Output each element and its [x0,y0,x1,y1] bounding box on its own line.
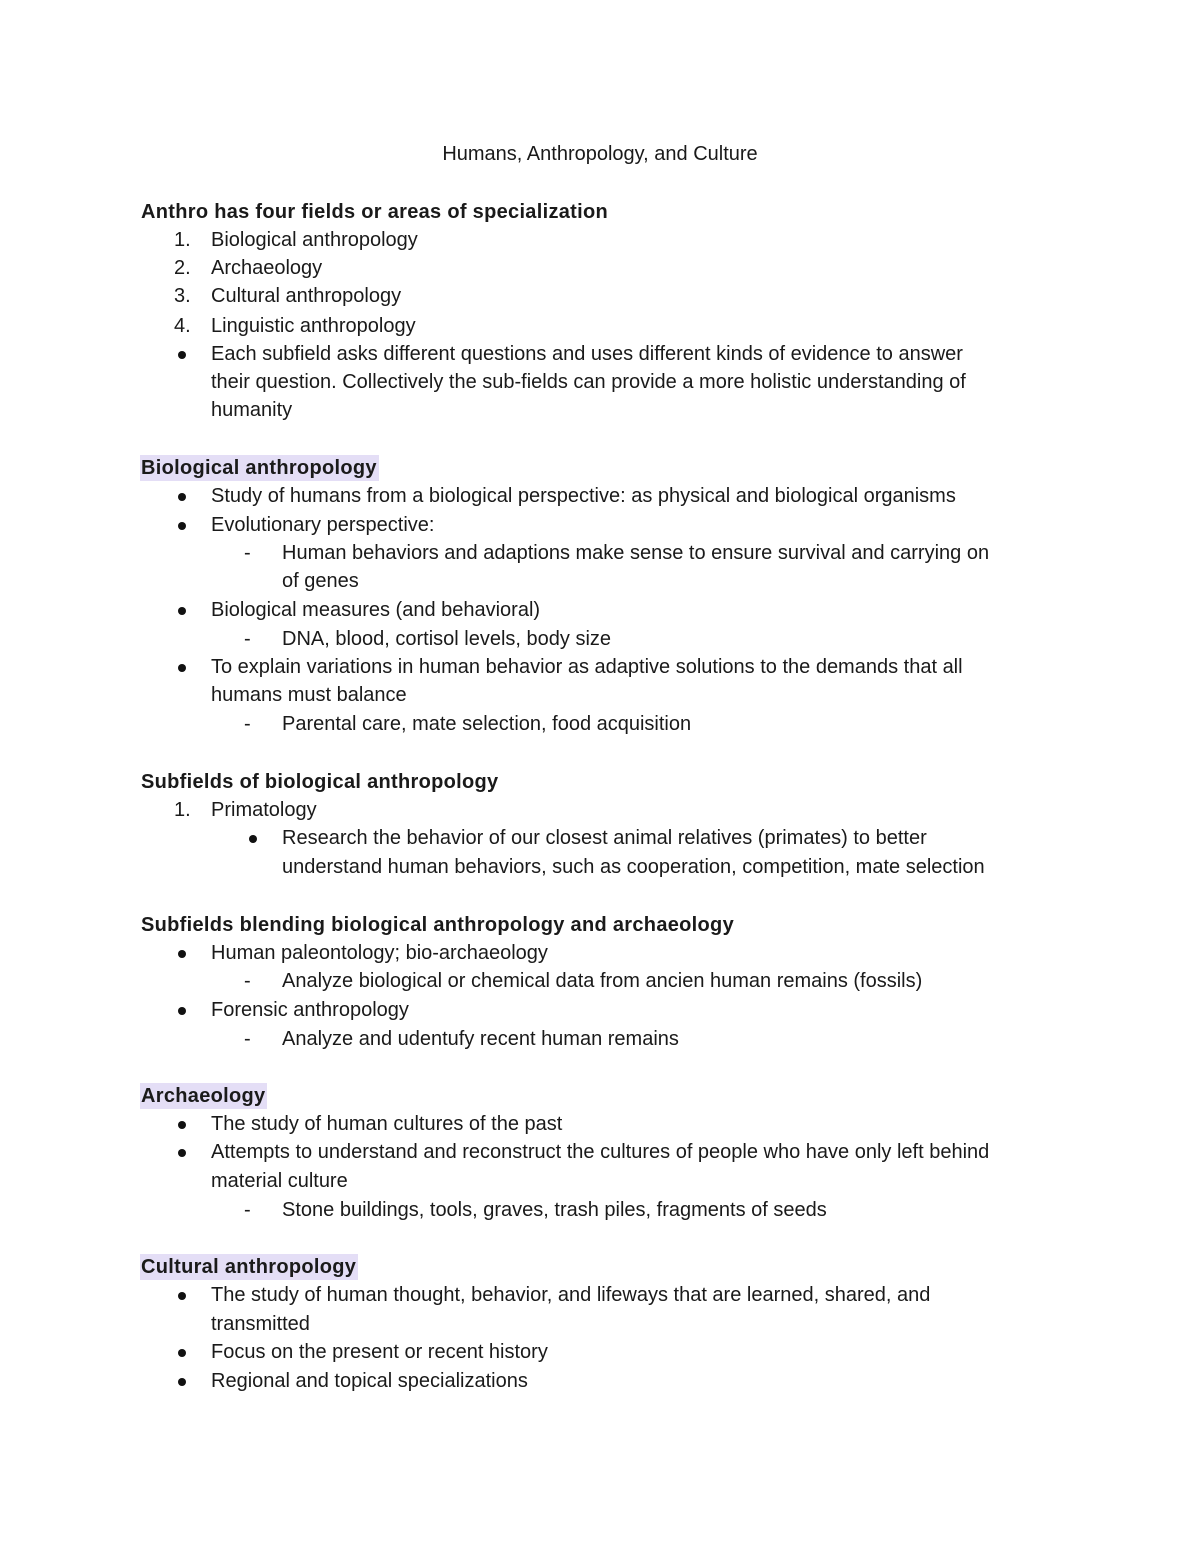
sub-list-item: Human behaviors and adaptions make sense to ensure survival and carrying on [282,542,990,564]
section-heading-four-fields: Anthro has four fields or areas of specialization [141,201,609,223]
list-item: Regional and topical specializations [211,1370,528,1392]
bullet-icon [178,607,186,615]
list-number: 1. [174,799,191,821]
bullet-icon [178,351,186,359]
dash-marker: - [244,628,251,650]
sub-list-item: Stone buildings, tools, graves, trash piles, fragments of seeds [282,1199,827,1221]
list-item: Study of humans from a biological perspective: as physical and biological organisms [211,485,956,507]
bullet-icon [178,1121,186,1129]
bullet-icon [249,835,257,843]
list-item: The study of human cultures of the past [211,1113,563,1135]
sub-list-item: Research the behavior of our closest animal relatives (primates) to better [282,827,927,849]
sub-list-item-continuation: understand human behaviors, such as cooperation, competition, mate selection [282,856,985,878]
bullet-icon [178,664,186,672]
section-heading-cultural [141,1255,358,1279]
list-item: Attempts to understand and reconstruct the cultures of people who have only left behind [211,1141,990,1163]
section-heading-biological [141,456,379,480]
list-number: 1. [174,229,191,251]
highlighted-heading-text: Archaeology [141,1085,266,1107]
list-item: Forensic anthropology [211,999,409,1021]
list-item-continuation: transmitted [211,1313,310,1335]
list-number: 3. [174,285,191,307]
list-number: 2. [174,257,191,279]
list-item-continuation: humans must balance [211,684,407,706]
bullet-icon [178,1292,186,1300]
list-item: Focus on the present or recent history [211,1341,548,1363]
section-heading-archaeology [141,1084,267,1108]
bullet-icon [178,1007,186,1015]
list-item: Each subfield asks different questions and uses different kinds of evidence to answer [211,343,963,365]
dash-marker: - [244,970,251,992]
sub-list-item: Analyze biological or chemical data from ancien human remains (fossils) [282,970,923,992]
bullet-icon [178,1378,186,1386]
list-item: Biological anthropology [211,229,418,251]
bullet-icon [178,493,186,501]
list-item-continuation: humanity [211,399,293,421]
list-item: Cultural anthropology [211,285,402,307]
dash-marker: - [244,713,251,735]
list-item-continuation: their question. Collectively the sub-fields can provide a more holistic understanding of [211,371,966,393]
bullet-icon [178,1149,186,1157]
list-item-continuation: material culture [211,1170,348,1192]
list-item: Linguistic anthropology [211,315,416,337]
dash-marker: - [244,1199,251,1221]
section-heading-subfields-bio: Subfields of biological anthropology [141,771,499,793]
sub-list-item: Analyze and udentufy recent human remains [282,1028,679,1050]
sub-list-item: Parental care, mate selection, food acquisition [282,713,692,735]
bullet-icon [178,522,186,530]
list-item: Biological measures (and behavioral) [211,599,541,621]
highlighted-heading-text: Biological anthropology [141,457,377,479]
dash-marker: - [244,1028,251,1050]
bullet-icon [178,950,186,958]
list-number: 4. [174,315,191,337]
list-item: The study of human thought, behavior, and lifeways that are learned, shared, and [211,1284,931,1306]
sub-list-item: DNA, blood, cortisol levels, body size [282,628,612,650]
list-item: Primatology [211,799,317,821]
highlighted-heading-text: Cultural anthropology [141,1256,357,1278]
list-item: Human paleontology; bio-archaeology [211,942,548,964]
sub-list-item-continuation: of genes [282,570,359,592]
dash-marker: - [244,542,251,564]
list-item: Evolutionary perspective: [211,514,435,536]
list-item: To explain variations in human behavior as adaptive solutions to the demands that all [211,656,963,678]
section-heading-blending: Subfields blending biological anthropology and archaeology [141,914,734,936]
document-title: Humans, Anthropology, and Culture [442,143,758,165]
list-item: Archaeology [211,257,323,279]
bullet-icon [178,1349,186,1357]
